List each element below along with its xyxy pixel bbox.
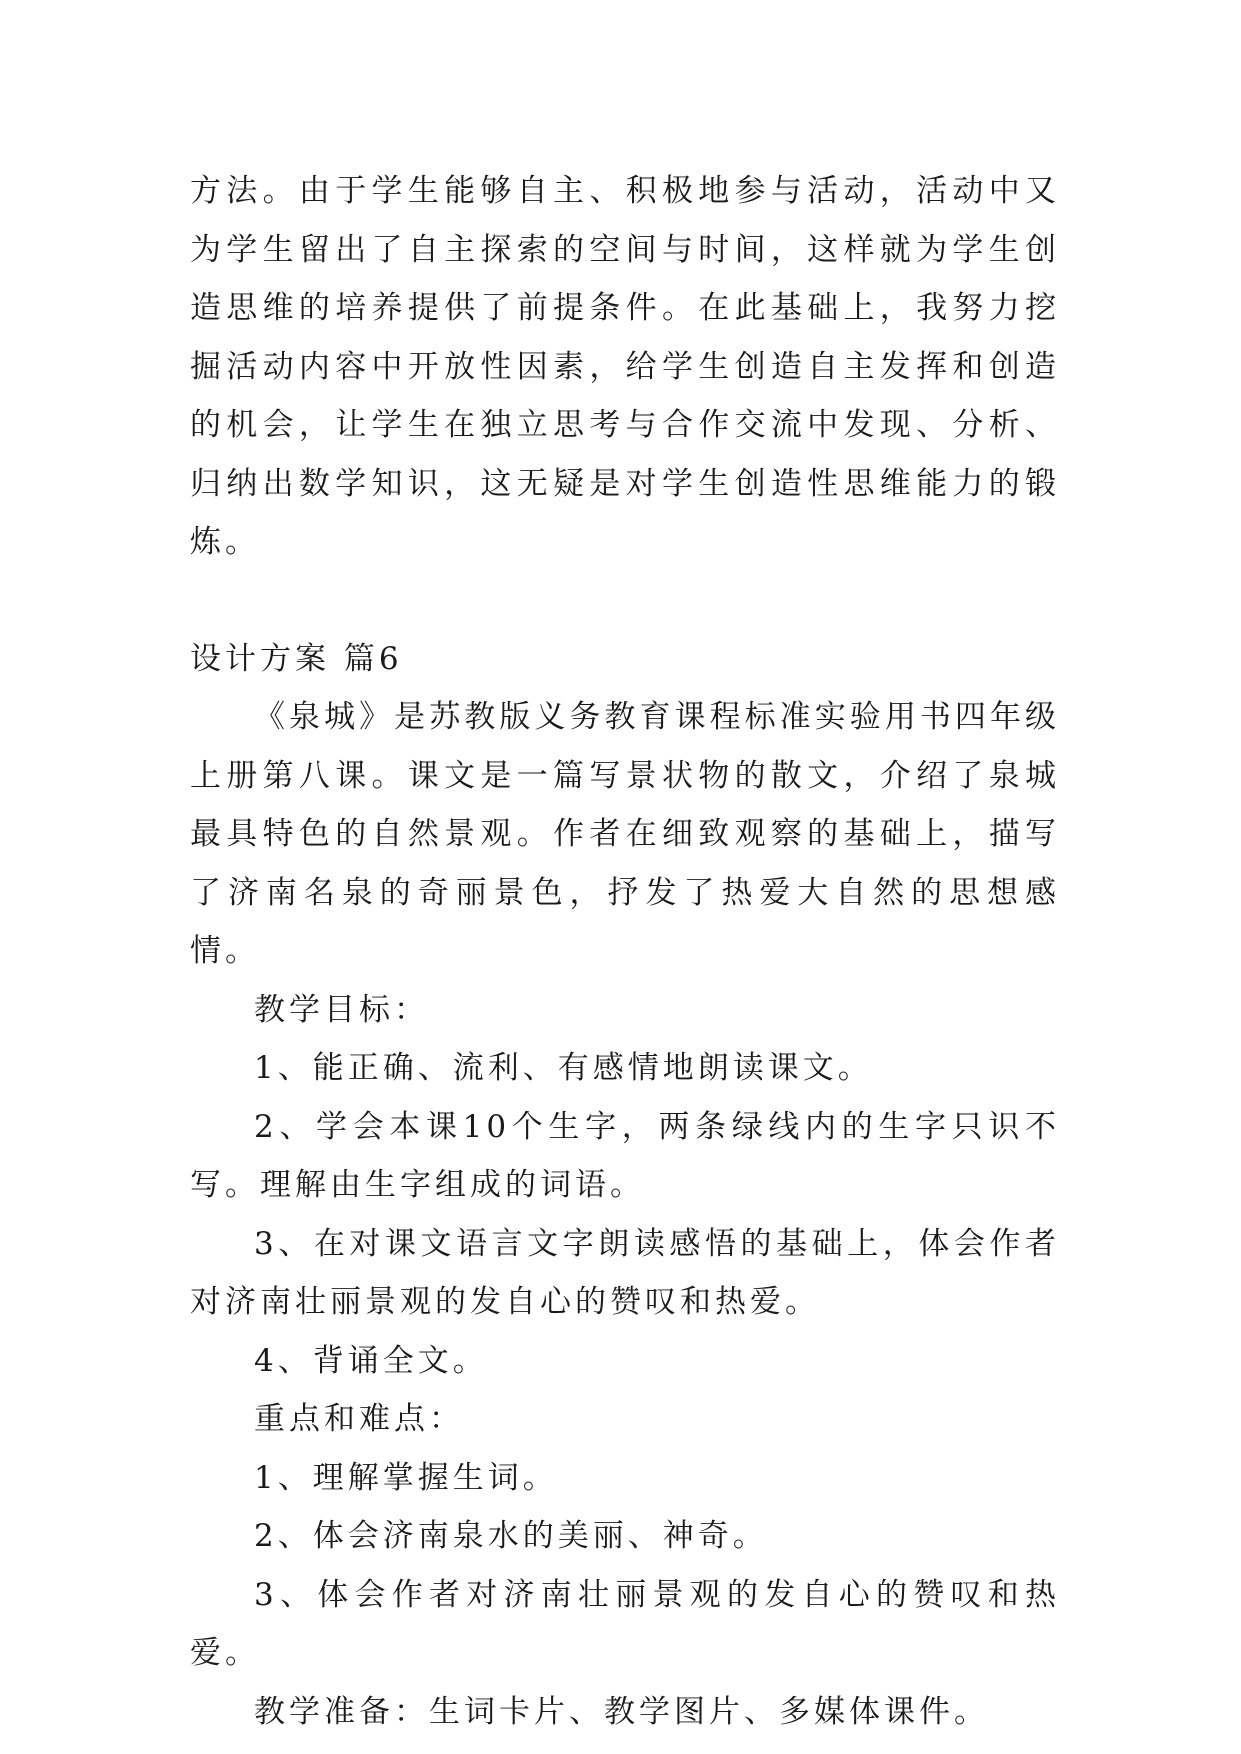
goal-item: 1、能正确、流利、有感情地朗读课文。 [254, 1050, 873, 1086]
section-spacer [190, 572, 1060, 630]
goals-heading: 教学目标： [254, 991, 429, 1028]
document-body [190, 162, 1060, 1741]
preparation-line: 教学准备：生词卡片、教学图片、多媒体课件。 [254, 1693, 989, 1730]
key-point-item: 2、体会济南泉水的美丽、神奇。 [254, 1518, 768, 1554]
intro-paragraph: 方法。由于学生能够自主、积极地参与活动，活动中又为学生留出了自主探索的空间与时间，这样就为学生创造思维的培养提供了前提条件。在此基础上，我努力挖掘活动内容中开放性因素，给学生创造自主发挥和创造的机会，让学生在独立思考与合作交流中发现、分析、归纳出数学知识，这无疑是对学生创造性思维能力的锻炼。 [190, 173, 1060, 560]
summary-paragraph: 《泉城》是苏教版义务教育课程标准实验用书四年级上册第八课。课文是一篇写景状物的散文，介绍了泉城最具特色的自然景观。作者在细致观察的基础上，描写了济南名泉的奇丽景色，抒发了热爱大自然的思想感情。 [190, 699, 1060, 969]
goal-item: 4、背诵全文。 [254, 1342, 488, 1379]
key-point-item: 3、体会作者对济南壮丽景观的发自心的赞叹和热爱。 [190, 1576, 1060, 1671]
section-title: 设计方案 篇6 [190, 640, 403, 677]
goal-item: 3、在对课文语言文字朗读感悟的基础上，体会作者对济南壮丽景观的发自心的赞叹和热爱。 [190, 1225, 1060, 1320]
key-point-item: 1、理解掌握生词。 [254, 1459, 558, 1496]
goal-item: 2、学会本课10个生字，两条绿线内的生字只识不写。理解由生字组成的词语。 [190, 1108, 1060, 1203]
key-points-heading: 重点和难点： [254, 1401, 464, 1437]
